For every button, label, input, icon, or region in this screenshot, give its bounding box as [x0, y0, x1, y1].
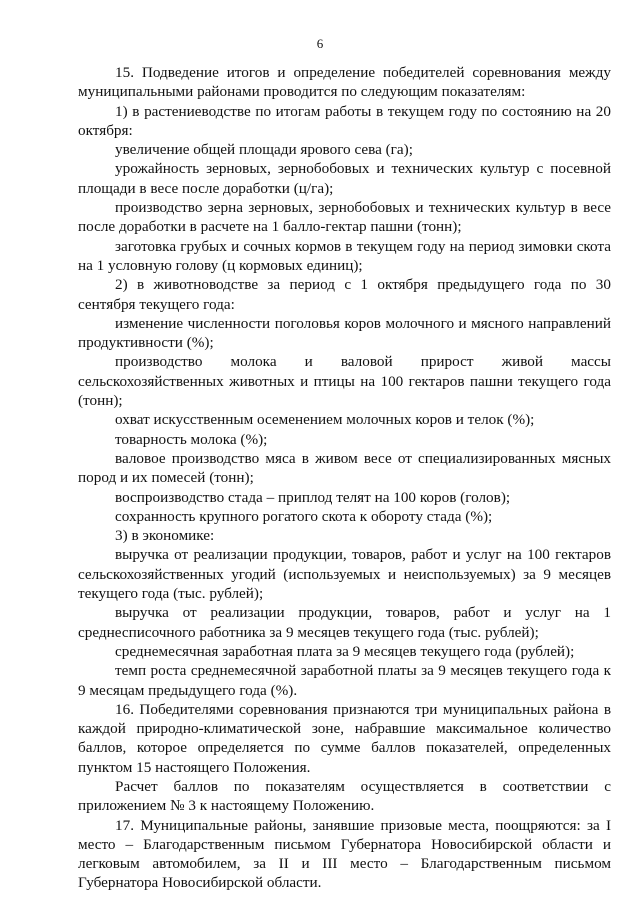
paragraph-economy-item-2: выручка от реализации продукции, товаров, работ и услуг на 1 среднесписочного работника за 9 месяцев текущего года (тыс. рублей); [78, 604, 611, 641]
paragraph-crop-item-1: увеличение общей площади ярового сева (га); [115, 141, 413, 159]
paragraph-economy-item-3: среднемесячная заработная плата за 9 месяцев текущего года (рублей); [115, 642, 575, 660]
paragraph-livestock-item-5: валовое производство мяса в живом весе от специализированных мясных пород и их помесей (тонн); [78, 449, 611, 487]
paragraph-livestock-item-3: охват искусственным осеменением молочных коров и телок (%); [115, 411, 535, 429]
paragraph-livestock-item-1: изменение численности поголовья коров молочного и мясного направлений продуктивности (%); [78, 314, 611, 352]
document-body [78, 63, 611, 893]
paragraph-economy-item-4: темп роста среднемесячной заработной платы за 9 месяцев текущего года к 9 месяцам предыдущего года (%). [78, 662, 611, 699]
paragraph-livestock-item-6: воспроизводство стада – приплод телят на 100 коров (голов); [115, 488, 511, 506]
paragraph-crop-item-2: урожайность зерновых, зернобобовых и технических культур с посевной площади в весе после доработки (ц/га); [78, 160, 611, 197]
paragraph-livestock-item-4: товарность молока (%); [115, 430, 268, 448]
paragraph-economy-heading: 3) в экономике: [115, 527, 215, 545]
paragraph-16-scoring: Расчет баллов по показателям осуществляется в соответствии с приложением № 3 к настоящему Положению. [78, 777, 611, 815]
paragraph-crop-item-4: заготовка грубых и сочных кормов в текущем году на период зимовки скота на 1 условную голову (ц кормовых единиц); [78, 237, 611, 274]
paragraph-crop-heading: 1) в растениеводстве по итогам работы в текущем году по состоянию на 20 октября: [78, 102, 611, 139]
paragraph-economy-item-1: выручка от реализации продукции, товаров, работ и услуг на 100 гектаров сельскохозяйственных угодий (используемых и неиспользуемых) за 9 месяцев текущего года (тыс. рублей); [78, 546, 611, 603]
paragraph-crop-item-3: производство зерна зерновых, зернобобовых и технических культур в весе после доработки в расчете на 1 балло-гектар пашни (тонн); [78, 199, 611, 236]
page-number: 6 [316, 36, 324, 51]
paragraph-livestock-item-2: производство молока и валовой прирост живой массы сельскохозяйственных животных и птицы на 100 гектаров пашни текущего года (тонн); [78, 353, 611, 410]
paragraph-16-winners: 16. Победителями соревнования признаются три муниципальных района в каждой природно-климатической зоне, набравшие максимальное количество баллов, которое определяется по сумме баллов показателей, определенных пунктом 15 настоящего Положения. [78, 700, 611, 776]
paragraph-17-rewards: 17. Муниципальные районы, занявшие призовые места, поощряются: за I место – Благодарственным письмом Губернатора Новосибирской области и легковым автомобилем, за II и III место – Благодарственным письмом Губернатора Новосибирской области. [78, 816, 611, 892]
paragraph-livestock-heading: 2) в животноводстве за период с 1 октября предыдущего года по 30 сентября текущего года: [78, 276, 611, 313]
paragraph-livestock-item-7: сохранность крупного рогатого скота к обороту стада (%); [115, 507, 493, 525]
paragraph-15-intro: 15. Подведение итогов и определение победителей соревнования между муниципальными районами проводится по следующим показателям: [78, 64, 611, 101]
